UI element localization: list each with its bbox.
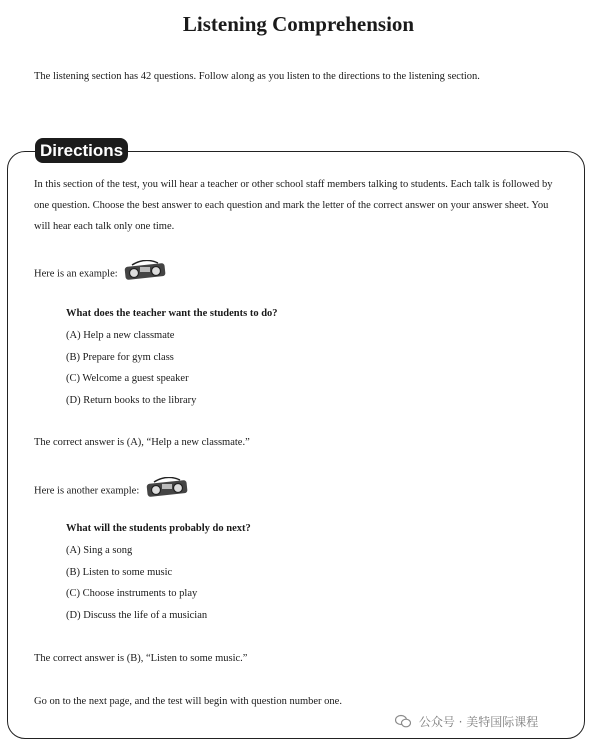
closing-text: Go on to the next page, and the test will begin with question number one. <box>34 696 342 707</box>
watermark <box>395 713 538 731</box>
intro-text: The listening section has 42 questions. Follow along as you listen to the directions to the listening section. <box>34 71 480 82</box>
example-1-lead: Here is an example: <box>34 260 166 288</box>
example-2-question: What will the students probably do next? <box>66 523 251 534</box>
example-2-lead: Here is another example: <box>34 477 188 505</box>
example-1-question: What does the teacher want the students to do? <box>66 308 278 319</box>
watermark-text: 公众号 · 美特国际课程 <box>418 715 539 729</box>
example-1-option-d: (D) Return books to the library <box>66 395 197 406</box>
page-title: Listening Comprehension <box>182 12 415 36</box>
example-2-option-a: (A) Sing a song <box>66 545 133 556</box>
radio-cassette-icon <box>146 477 188 505</box>
example-1-option-a: (A) Help a new classmate <box>66 330 175 341</box>
example-1-answer: The correct answer is (A), “Help a new classmate.” <box>34 437 250 448</box>
example-2-option-d: (D) Discuss the life of a musician <box>66 610 208 621</box>
directions-paragraph: In this section of the test, you will hear a teacher or other school staff members talking to students. Each talk is followed by one question. Choose the best answer to each question and mark the letter of the correct answer on your answer sheet. You will hear each talk only one time. <box>34 179 553 232</box>
directions-heading: Directions <box>35 138 128 163</box>
example-2-answer: The correct answer is (B), “Listen to some music.” <box>34 653 248 664</box>
example-1-option-b: (B) Prepare for gym class <box>66 352 174 363</box>
example-2-option-b: (B) Listen to some music <box>66 567 173 578</box>
example-2-option-c: (C) Choose instruments to play <box>66 588 198 599</box>
wechat-icon <box>395 714 411 731</box>
radio-cassette-icon <box>124 260 166 288</box>
example-1-option-c: (C) Welcome a guest speaker <box>66 373 189 384</box>
